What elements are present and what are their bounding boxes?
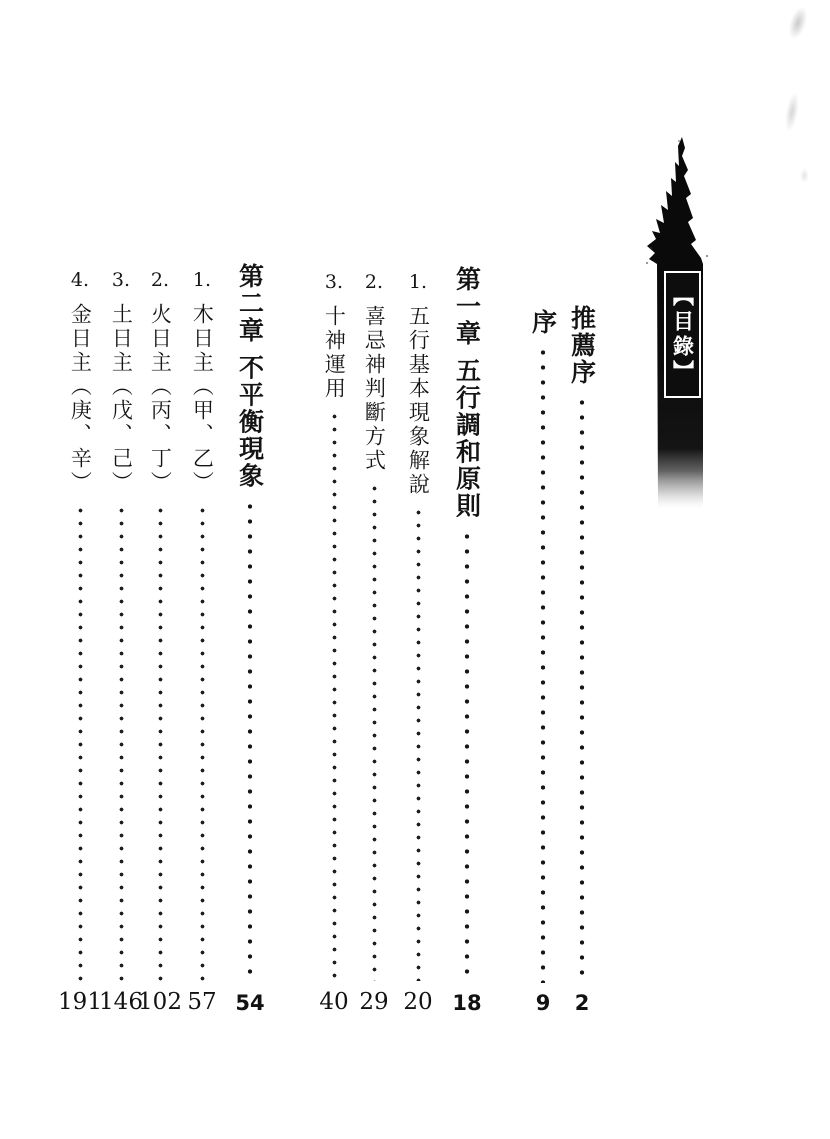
entry-number: 1. [408,271,428,293]
entry-page-number: 191 [58,989,102,1015]
entry-title: 推薦序 [567,305,597,386]
toc-entry [312,273,356,1014]
toc-entry [180,271,224,1014]
toc-entry [99,271,143,1014]
dot-leader [464,529,470,983]
dot-leader [158,504,163,981]
entry-number: 2. [150,269,170,291]
dot-leader [416,506,421,981]
entry-title: 喜忌神判斷方式 [362,305,387,473]
toc-entry [352,273,396,1014]
entry-page-number: 18 [452,991,482,1015]
entry-number: 3. [324,271,344,293]
scan-smudge [783,91,802,132]
dot-leader [332,410,337,981]
entry-title: 金日主（庚、辛） [68,303,93,495]
dot-leader [540,345,546,983]
toc-entry [521,309,565,1014]
dot-leader [200,504,205,981]
dot-leader [119,504,124,981]
toc-entry [58,271,102,1014]
toc-entry [138,271,182,1014]
entry-page-number: 54 [235,991,265,1015]
entry-number: 1. [192,269,212,291]
entry-number: 2. [364,271,384,293]
scan-smudge [785,4,811,41]
entry-title: 火日主（丙、丁） [148,303,173,495]
toc-entry [228,263,272,1014]
title-banner [645,136,715,508]
entry-page-number: 57 [187,989,217,1015]
dot-leader [372,482,377,981]
entry-page-number: 146 [99,989,143,1015]
dot-leader [78,504,83,981]
entry-title: 第二章 不平衡現象 [235,263,265,490]
entry-title: 五行基本現象解說 [406,305,431,497]
entry-page-number: 40 [319,989,349,1015]
entry-title: 木日主（甲、乙） [190,303,215,495]
entry-page-number: 20 [403,989,433,1015]
entry-page-number: 102 [138,989,182,1015]
toc-entry [560,305,604,1014]
entry-page-number: 2 [574,991,590,1015]
entry-title: 十神運用 [322,305,347,401]
entry-page-number: 9 [535,991,551,1015]
toc-entry [445,266,489,1014]
entry-title: 土日主（戊、己） [109,303,134,495]
toc-entry [396,273,440,1014]
entry-title: 第一章 五行調和原則 [452,266,482,520]
dot-leader [247,499,253,983]
dot-leader [579,395,585,983]
scan-smudge [800,168,809,183]
entry-page-number: 29 [359,989,389,1015]
page-title: 【目錄】 [664,271,701,398]
entry-number: 4. [70,269,90,291]
entry-number: 3. [111,269,131,291]
entry-title: 序 [528,309,558,336]
